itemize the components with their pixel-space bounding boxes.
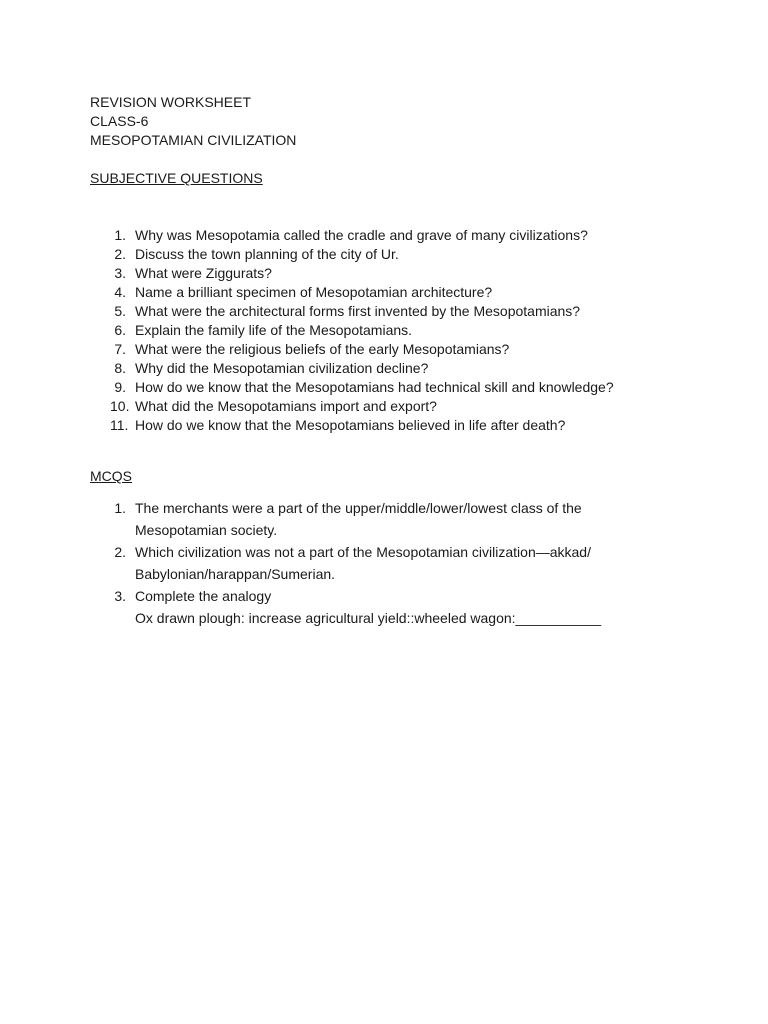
subjective-question (90, 245, 690, 264)
subjective-questions-heading: SUBJECTIVE QUESTIONS (90, 170, 263, 186)
subjective-question (90, 359, 690, 378)
question-number: 4. (114, 284, 126, 300)
mcq-number: 2. (114, 544, 126, 560)
mcq-text (135, 541, 650, 585)
question-text: Explain the family life of the Mesopotamians. (135, 322, 413, 338)
question-number: 5. (114, 303, 126, 319)
subjective-question (90, 264, 690, 283)
mcq-list (90, 497, 650, 629)
subjective-question (90, 378, 690, 397)
question-text: Why did the Mesopotamian civilization decline? (135, 360, 429, 376)
mcq-text-line: The merchants were a part of the upper/middle/lower/lowest class of the (135, 500, 582, 516)
question-number: 1. (114, 227, 126, 243)
subjective-question-list (90, 226, 690, 435)
question-text: Discuss the town planning of the city of Ur. (135, 246, 399, 262)
mcq-text-line: Mesopotamian society. (135, 522, 278, 538)
question-text: What were the religious beliefs of the early Mesopotamians? (135, 341, 510, 357)
question-number: 10. (110, 398, 130, 414)
question-text: Why was Mesopotamia called the cradle and grave of many civilizations? (135, 227, 588, 243)
question-text: Name a brilliant specimen of Mesopotamian architecture? (135, 284, 493, 300)
mcqs-heading: MCQS (90, 468, 132, 484)
subjective-question (90, 340, 690, 359)
mcq-text (135, 497, 650, 541)
question-text: How do we know that the Mesopotamians believed in life after death? (135, 417, 566, 433)
subjective-question (90, 416, 690, 435)
subjective-question (90, 321, 690, 340)
mcq-text-line: Complete the analogy (135, 588, 272, 604)
worksheet-title: REVISION WORKSHEET (90, 94, 252, 110)
question-number: 9. (114, 379, 126, 395)
question-number: 8. (114, 360, 126, 376)
subjective-question (90, 226, 690, 245)
question-number: 2. (114, 246, 126, 262)
class-label: CLASS-6 (90, 113, 149, 129)
mcq-item (90, 585, 650, 629)
subjective-question (90, 283, 690, 302)
subjective-question (90, 302, 690, 321)
subject-label: MESOPOTAMIAN CIVILIZATION (90, 132, 297, 148)
mcq-number: 3. (114, 588, 126, 604)
mcq-text-line: Which civilization was not a part of the Mesopotamian civilization—akkad/ (135, 544, 591, 560)
mcq-text-line: Ox drawn plough: increase agricultural yield::wheeled wagon:___________ (135, 610, 602, 626)
question-number: 6. (114, 322, 126, 338)
question-number: 7. (114, 341, 126, 357)
mcq-item (90, 541, 650, 585)
question-text: What did the Mesopotamians import and export? (135, 398, 437, 414)
question-text: What were Ziggurats? (135, 265, 272, 281)
question-number: 11. (110, 417, 129, 433)
question-number: 3. (114, 265, 126, 281)
question-text: How do we know that the Mesopotamians had technical skill and knowledge? (135, 379, 614, 395)
mcq-number: 1. (114, 500, 126, 516)
mcq-item (90, 497, 650, 541)
question-text: What were the architectural forms first invented by the Mesopotamians? (135, 303, 581, 319)
mcq-text-line: Babylonian/harappan/Sumerian. (135, 566, 336, 582)
subjective-question (90, 397, 690, 416)
mcq-text (135, 585, 650, 629)
